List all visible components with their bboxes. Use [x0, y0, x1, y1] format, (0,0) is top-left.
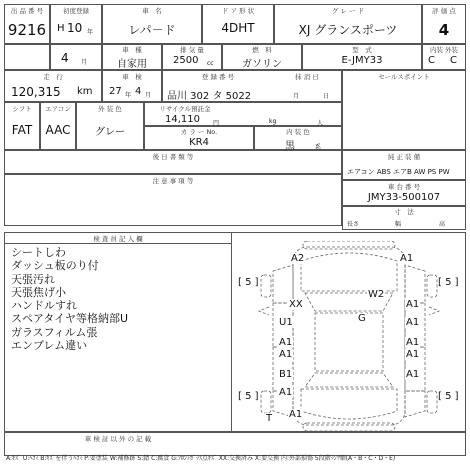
equipment: エアコン ABS エアB AW PS PW: [347, 168, 450, 176]
fuel: ガソリン: [242, 59, 282, 70]
model-cell: [302, 44, 422, 70]
inspection-month-unit: 月: [145, 92, 152, 99]
ac-cell: [40, 102, 76, 150]
damage-a1-left-2: A1: [279, 349, 293, 360]
first-reg-era: H: [57, 23, 65, 34]
late-docs-label: 後 日 書 類 等: [152, 153, 194, 161]
color-label: 外 装 色: [98, 105, 122, 113]
recycle-cell: [144, 102, 342, 126]
notes-label: 注 意 事 項 等: [152, 177, 194, 185]
first-reg-cell: [50, 4, 102, 44]
interior-label: 内 装 色: [286, 128, 310, 136]
dimensions-label: 寸 法: [394, 208, 414, 216]
displacement-label: 排 気 量: [180, 46, 204, 54]
legend: A:ｷｽﾞ U:ﾍｺﾐ B:ｷｽﾞを伴うﾍｺﾐ P:要塗装 W:補修跡 S:錆 C:腐食 G:ﾌﾛﾝﾄｶﾞﾗｽ点ｷｽﾞ XX:交換済み X:要交換 内:外部損傷 5段階ﾗﾝｸ順(A・B・C・D・E): [6, 455, 396, 462]
interior-cell: [254, 126, 342, 150]
ac: AAC: [45, 123, 71, 137]
chassis-cell: [342, 180, 466, 206]
damage-a1-right-1: A1: [406, 299, 420, 310]
dim-length: 長さ: [347, 221, 360, 228]
damage-a1-rear: A1: [289, 409, 303, 420]
sales-point-cell: [342, 70, 466, 150]
list-item: エンブレム違い: [11, 339, 88, 353]
color-code: KR4: [189, 137, 209, 148]
color-code-cell: [144, 126, 254, 150]
auction-sheet: [4, 4, 466, 462]
first-reg-month-cell: [50, 44, 102, 70]
list-item: 天張焦げ小: [11, 285, 66, 299]
damage-w2: W2: [368, 289, 385, 300]
fuel-label: 燃 料: [252, 46, 272, 54]
dereg-label: 抹 消 日: [295, 73, 319, 81]
grade-cell: [274, 4, 422, 44]
mileage-cell: [4, 70, 102, 102]
weight-unit: kg: [269, 118, 277, 125]
dereg-month: 月: [293, 93, 300, 100]
notes-cell: [4, 174, 342, 226]
plate-label: 登 録 番 号: [201, 73, 235, 81]
first-reg-month-unit: 月: [81, 59, 88, 66]
damage-g: G: [358, 313, 366, 324]
shift: FAT: [11, 123, 33, 137]
car-name: レパ－ド: [128, 23, 176, 37]
mileage: 120,315: [11, 85, 61, 99]
shift-cell: [4, 102, 40, 150]
int-ext-cell: [422, 44, 466, 70]
chassis-label: 車 台 番 号: [387, 183, 421, 191]
damage-spare: T: [266, 413, 273, 424]
dereg-day: 日: [323, 93, 330, 100]
late-docs-cell: [4, 150, 342, 174]
score: 4: [438, 21, 450, 39]
damage-a1-left-1: A1: [279, 337, 293, 348]
displacement-unit: cc: [207, 60, 214, 67]
damage-a1-left-3: A1: [279, 387, 293, 398]
lot-no-lower: [4, 44, 50, 70]
displacement: 2500: [173, 55, 199, 66]
shift-label: シフト: [12, 105, 32, 113]
side-mark-left-rear: [ 5 ]: [238, 391, 259, 402]
lot-no-label: 出 品 番 号: [10, 7, 44, 15]
interior-grade: C: [428, 55, 435, 66]
usage-cell: [102, 44, 162, 70]
dimensions-cell: [342, 206, 466, 230]
bottom-label: 車 検 証 以 外 の 記 載: [84, 435, 152, 443]
list-item: 天張汚れ: [11, 272, 55, 286]
sales-point-label: セールスポイント: [378, 73, 430, 81]
lot-no: 9216: [7, 21, 47, 39]
recycle-unit: 円: [213, 120, 220, 127]
fuel-cell: [222, 44, 302, 70]
score-label: 評 価 点: [432, 7, 456, 15]
grade: XJ グランスポーツ: [298, 23, 398, 37]
divider: [231, 233, 232, 431]
chassis: JMY33-500107: [367, 192, 441, 203]
dim-width: 幅: [395, 221, 402, 228]
first-reg-year-unit: 年: [87, 29, 94, 36]
list-item: スペアタイヤ等格納部U: [11, 312, 129, 326]
damage-front-a1: A1: [400, 253, 414, 264]
equipment-label: 純 正 装 備: [387, 153, 421, 161]
inspection-month: 4: [135, 86, 142, 97]
damage-xx: XX: [289, 299, 303, 310]
recycle: 14,110: [165, 114, 200, 125]
inspector-notes-list: [11, 246, 128, 352]
exterior-grade: C: [450, 55, 457, 66]
displacement-cell: [162, 44, 222, 70]
list-item: ガラスフィルム張: [11, 325, 98, 339]
color-cell: [76, 102, 144, 150]
mileage-label: 走 行: [43, 73, 63, 81]
inspection-cell: [102, 70, 162, 102]
score-cell: [422, 4, 466, 44]
damage-a1-right-5: A1: [406, 369, 420, 380]
model-label: 型 式: [352, 46, 372, 54]
model: E-JMY33: [341, 55, 383, 66]
damage-a1-right-3: A1: [406, 337, 420, 348]
person-unit: 人: [317, 120, 324, 127]
car-diagram: [233, 241, 465, 431]
doors-cell: [202, 4, 274, 44]
recycle-label: リサイクル預託金: [159, 105, 211, 113]
grade-label: グ レ ー ド: [331, 7, 365, 15]
int-ext-label: 内装 外装: [429, 46, 459, 54]
damage-u1: U1: [279, 317, 293, 328]
dim-height: 高: [439, 221, 446, 228]
car-name-label: 車 名: [142, 7, 162, 15]
damage-a1-right-2: A1: [406, 317, 420, 328]
first-reg-year: 10: [67, 21, 83, 35]
damage-front-a2: A2: [291, 253, 305, 264]
inspection-label: 車 検: [122, 73, 142, 81]
equipment-cell: [342, 150, 466, 180]
lot-no-cell: [4, 4, 50, 44]
list-item: シートしわ: [11, 246, 66, 259]
inspection-year: 27: [109, 86, 122, 97]
ac-label: エアコン: [45, 105, 71, 113]
usage: 自家用: [117, 59, 147, 70]
usage-label: 車 種: [122, 46, 142, 54]
damage-b1: B1: [279, 369, 293, 380]
first-reg-month: 4: [61, 51, 69, 65]
plate-cell: [162, 70, 342, 102]
side-mark-right: [ 5 ]: [438, 277, 459, 288]
mileage-unit: km: [77, 86, 93, 97]
interior: 黒: [285, 141, 295, 152]
color-code-label: カ ラ ー No.: [180, 128, 218, 136]
doors: 4DHT: [221, 21, 255, 35]
interior-suffix: 系: [315, 144, 322, 151]
side-mark-right-rear: [ 5 ]: [438, 391, 459, 402]
damage-a1-right-4: A1: [406, 349, 420, 360]
inspector-section: [4, 232, 466, 432]
side-mark-left: [ 5 ]: [238, 277, 259, 288]
divider: [5, 243, 231, 244]
doors-label: ド ア 形 状: [221, 7, 255, 15]
car-name-cell: [102, 4, 202, 44]
color: グレー: [95, 127, 125, 138]
list-item: ダッシュ板のり付: [11, 259, 99, 273]
first-reg-label: 初度登録: [63, 7, 89, 15]
list-item: ハンドルすれ: [11, 299, 77, 313]
plate: 品川 302 タ 5022: [167, 91, 252, 102]
inspector-notes-label: 検 査 員 記 入 欄: [93, 235, 143, 243]
inspection-year-unit: 年: [125, 92, 132, 99]
